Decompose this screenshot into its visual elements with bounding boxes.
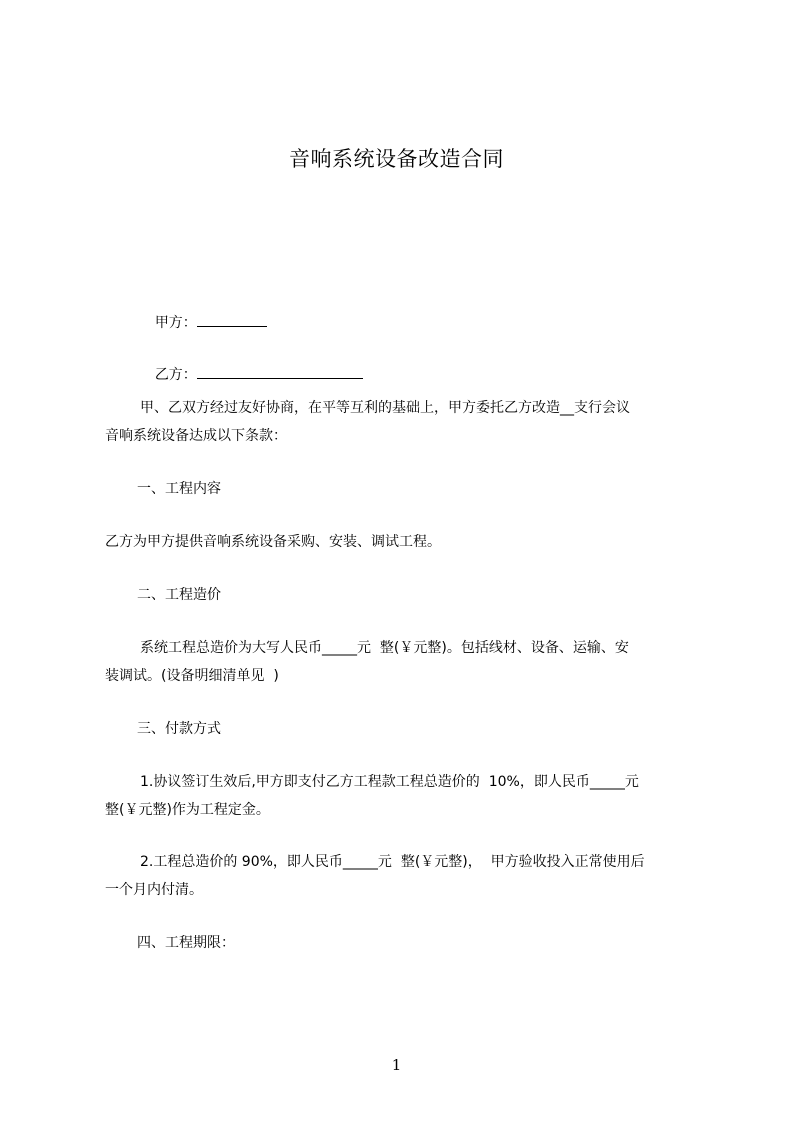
section-2-heading: 二、工程造价 bbox=[137, 587, 221, 603]
document-title: 音响系统设备改造合同 bbox=[289, 147, 504, 171]
party-a-label: 甲方： bbox=[154, 315, 197, 331]
intro-line-1: 甲、乙双方经过友好协商，在平等互利的基础上，甲方委托乙方改造__支行会议 bbox=[140, 400, 630, 416]
party-b-blank[interactable] bbox=[197, 364, 363, 379]
payment-1-line-1: 1.协议签订生效后,甲方即支付乙方工程款工程总造价的 10%，即人民币_____元 bbox=[140, 774, 639, 790]
section-1-heading: 一、工程内容 bbox=[137, 481, 221, 497]
payment-2-line-1: 2.工程总造价的 90%，即人民币_____元 整(￥元整)， 甲方验收投入正常使用后 bbox=[140, 854, 645, 870]
section-4-heading: 四、工程期限： bbox=[137, 935, 235, 951]
payment-2-line-2: 一个月内付清。 bbox=[105, 882, 203, 898]
section-2-line-1: 系统工程总造价为大写人民币_____元 整(￥元整)。包括线材、设备、运输、安 bbox=[140, 640, 629, 656]
section-2-line-2: 装调试。(设备明细清单见 ) bbox=[105, 668, 279, 684]
section-1-text: 乙方为甲方提供音响系统设备采购、安装、调试工程。 bbox=[105, 534, 441, 550]
payment-1-line-2: 整(￥元整)作为工程定金。 bbox=[105, 802, 270, 818]
party-b-label: 乙方： bbox=[154, 367, 197, 383]
section-3-heading: 三、付款方式 bbox=[137, 721, 221, 737]
intro-line-2: 音响系统设备达成以下条款： bbox=[105, 428, 287, 444]
page-number: 1 bbox=[391, 1056, 402, 1074]
party-b-line bbox=[137, 344, 363, 405]
party-a-blank[interactable] bbox=[197, 312, 267, 327]
